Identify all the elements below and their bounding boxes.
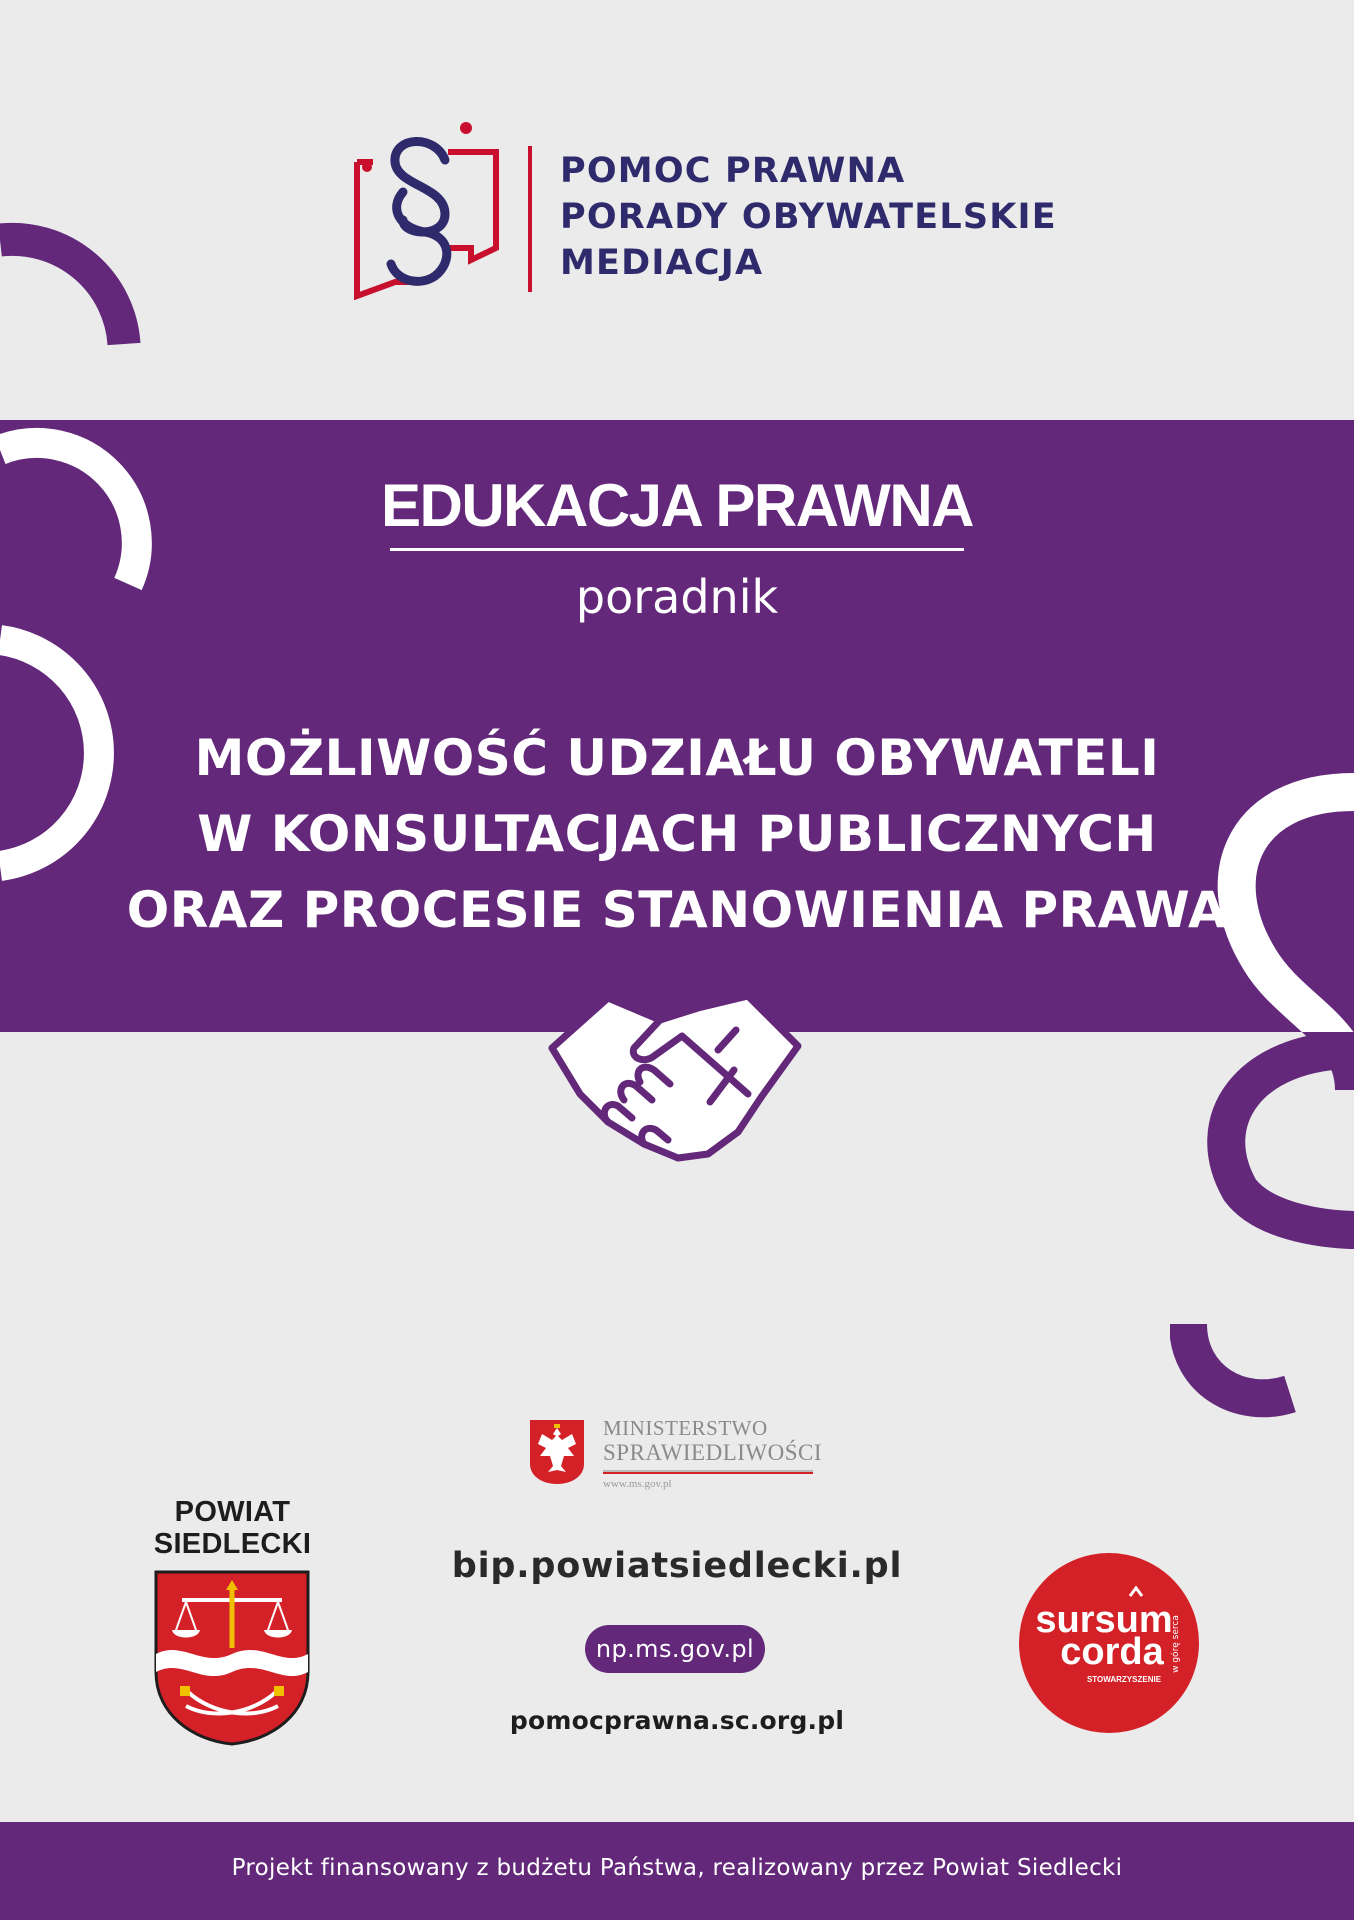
main-title-line-3: ORAZ PROCESIE STANOWIENIA PRAWA	[126, 881, 1228, 939]
handshake-icon	[548, 990, 804, 1162]
logo-line-2: PORADY OBYWATELSKIE	[560, 197, 1057, 237]
sursum-word: sursum	[1035, 1599, 1173, 1641]
main-title-line-1: MOŻLIWOŚĆ UDZIAŁU OBYWATELI	[194, 729, 1160, 787]
poradnik-subtitle: poradnik	[575, 570, 779, 624]
paragraph-speech-logo-icon	[325, 120, 505, 300]
pomocprawna-link[interactable]: pomocprawna.sc.org.pl	[509, 1706, 845, 1735]
motto-text: w górę serca	[1171, 1615, 1181, 1673]
powiat-line-2: SIEDLECKI	[153, 1528, 312, 1560]
decorative-paragraph-arc-top-left	[0, 200, 170, 350]
funding-note: Projekt finansowany z budżetu Państwa, realizowany przez Powiat Siedlecki	[231, 1855, 1123, 1881]
logo-text	[560, 148, 1057, 286]
pomoc-prawna-logo	[325, 120, 1057, 300]
sprawiedliwosci-label: SPRAWIEDLIWOŚCI	[603, 1440, 823, 1465]
logo-line-1: POMOC PRAWNA	[560, 151, 906, 191]
guide-main-title	[0, 720, 1354, 948]
corda-word: corda	[1060, 1631, 1164, 1673]
title-underline	[390, 548, 964, 551]
ministerstwo-logo	[528, 1412, 828, 1492]
sursum-corda-logo-icon	[1018, 1552, 1200, 1734]
ministerstwo-label: MINISTERSTWO	[603, 1416, 768, 1440]
flag-stripe	[603, 1470, 813, 1475]
ministerstwo-url: www.ms.gov.pl	[603, 1478, 672, 1490]
bip-link[interactable]: bip.powiatsiedlecki.pl	[451, 1546, 903, 1586]
logo-line-3: MEDIACJA	[560, 243, 764, 283]
white-eagle-emblem-icon	[528, 1418, 586, 1486]
powiat-line-1: POWIAT	[174, 1496, 291, 1528]
main-title-line-2: W KONSULTACJACH PUBLICZNYCH	[197, 805, 1157, 863]
np-ms-gov-link[interactable]: np.ms.gov.pl	[585, 1625, 765, 1673]
stowarzyszenie-word: STOWARZYSZENIE	[1086, 1675, 1162, 1684]
logo-divider	[528, 146, 532, 292]
edukacja-prawna-title: EDUKACJA PRAWNA	[381, 472, 973, 539]
